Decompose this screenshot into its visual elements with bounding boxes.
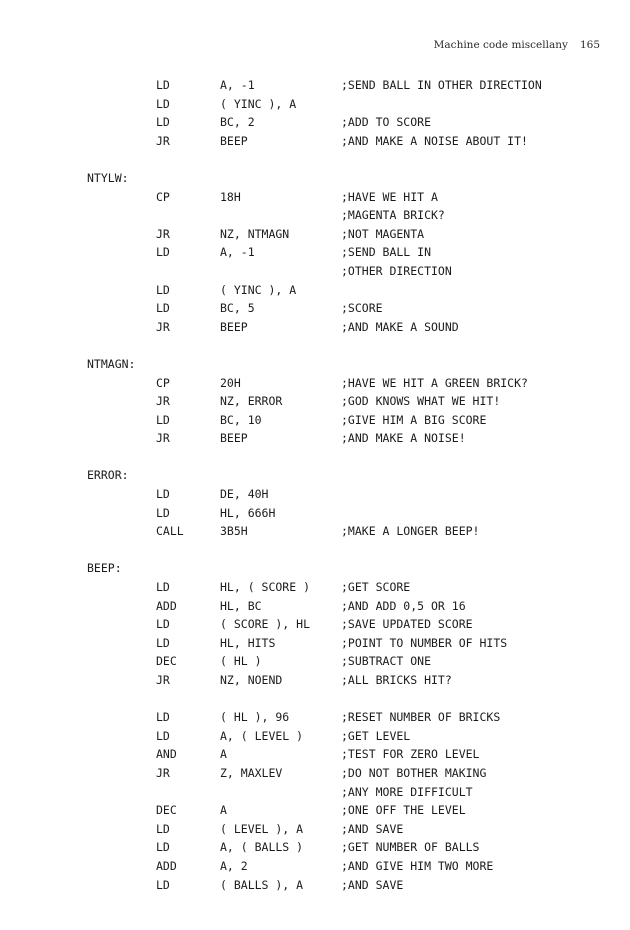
running-header — [0, 39, 600, 51]
blank-line — [0, 692, 630, 711]
code-line — [0, 580, 630, 599]
code-opcode: LD — [156, 115, 170, 130]
blank-line — [0, 450, 630, 469]
code-opcode: JR — [156, 765, 170, 780]
code-comment: ;SUBTRACT ONE — [341, 654, 432, 669]
code-label: BEEP: — [87, 561, 122, 576]
code-comment: ;SCORE — [341, 301, 383, 316]
code-operand: ( HL ), 96 — [220, 710, 290, 725]
code-line — [0, 654, 630, 673]
code-comment: ;MAGENTA BRICK? — [341, 208, 445, 223]
code-opcode: JR — [156, 673, 170, 687]
code-operand: A, ( BALLS ) — [220, 840, 304, 855]
code-opcode: LD — [156, 96, 170, 111]
code-line — [0, 208, 630, 227]
code-operand: A, -1 — [220, 245, 255, 260]
code-operand: A, -1 — [220, 78, 255, 92]
code-comment: ;GIVE HIM A BIG SCORE — [341, 412, 487, 427]
code-opcode: LD — [156, 635, 170, 650]
code-opcode: LD — [156, 877, 170, 892]
code-line — [0, 97, 630, 116]
code-line — [0, 636, 630, 655]
code-line — [0, 357, 630, 376]
code-opcode: LD — [156, 78, 170, 92]
code-operand: NZ, NOEND — [220, 673, 283, 687]
code-opcode: LD — [156, 840, 170, 855]
code-operand: ( HL ) — [220, 654, 262, 669]
blank-line — [0, 338, 630, 357]
code-comment: ;OTHER DIRECTION — [341, 263, 452, 278]
code-operand: Z, MAXLEV — [220, 765, 283, 780]
code-label: NTYLW: — [87, 170, 129, 185]
code-comment: ;DO NOT BOTHER MAKING — [341, 765, 487, 780]
running-header-title: Machine code miscellany — [433, 39, 568, 51]
code-operand: HL, ( SCORE ) — [220, 580, 311, 595]
code-line — [0, 785, 630, 804]
code-line — [0, 171, 630, 190]
code-operand: BEEP — [220, 431, 248, 446]
code-line — [0, 710, 630, 729]
code-comment: ;ADD TO SCORE — [341, 115, 432, 130]
code-comment: ;AND SAVE — [341, 877, 404, 892]
code-opcode: DEC — [156, 803, 177, 818]
code-line — [0, 301, 630, 320]
code-operand: ( YINC ), A — [220, 96, 297, 111]
code-comment: ;SEND BALL IN — [341, 245, 432, 260]
code-comment: ;AND SAVE — [341, 821, 404, 836]
code-opcode: ADD — [156, 598, 177, 613]
code-line — [0, 487, 630, 506]
code-opcode: CP — [156, 375, 170, 390]
code-operand: ( LEVEL ), A — [220, 821, 304, 836]
code-comment: ;RESET NUMBER OF BRICKS — [341, 710, 501, 725]
code-line — [0, 283, 630, 302]
code-opcode: JR — [156, 133, 170, 148]
code-comment: ;AND ADD 0,5 OR 16 — [341, 598, 466, 613]
code-operand: A — [220, 747, 227, 762]
code-line — [0, 376, 630, 395]
code-operand: BC, 10 — [220, 412, 262, 427]
code-comment: ;ONE OFF THE LEVEL — [341, 803, 466, 818]
code-operand: A, 2 — [220, 858, 248, 873]
code-operand: NZ, NTMAGN — [220, 226, 290, 241]
code-comment: ;SAVE UPDATED SCORE — [341, 617, 473, 632]
code-opcode: LD — [156, 710, 170, 725]
code-line — [0, 524, 630, 543]
code-opcode: CALL — [156, 524, 184, 539]
code-line — [0, 431, 630, 450]
code-comment: ;GOD KNOWS WHAT WE HIT! — [341, 394, 501, 409]
code-opcode: LD — [156, 301, 170, 316]
code-comment: ;TEST FOR ZERO LEVEL — [341, 747, 480, 762]
code-operand: BEEP — [220, 133, 248, 148]
code-opcode: LD — [156, 245, 170, 260]
code-opcode: LD — [156, 617, 170, 632]
code-opcode: LD — [156, 821, 170, 836]
code-opcode: LD — [156, 487, 170, 502]
code-line — [0, 115, 630, 134]
blank-line — [0, 152, 630, 171]
code-line — [0, 413, 630, 432]
code-comment: ;HAVE WE HIT A — [341, 189, 438, 204]
code-opcode: LD — [156, 580, 170, 595]
code-comment: ;POINT TO NUMBER OF HITS — [341, 635, 508, 650]
code-operand: A, ( LEVEL ) — [220, 728, 304, 743]
code-line — [0, 561, 630, 580]
code-opcode: LD — [156, 282, 170, 297]
code-line — [0, 394, 630, 413]
code-operand: ( YINC ), A — [220, 282, 297, 297]
code-line — [0, 878, 630, 897]
code-line — [0, 227, 630, 246]
code-operand: A — [220, 803, 227, 818]
code-opcode: LD — [156, 412, 170, 427]
code-line — [0, 134, 630, 153]
code-opcode: LD — [156, 505, 170, 520]
code-line — [0, 506, 630, 525]
code-line — [0, 617, 630, 636]
code-opcode: CP — [156, 189, 170, 204]
code-comment: ;GET LEVEL — [341, 728, 411, 743]
blank-line — [0, 543, 630, 562]
code-comment: ;SEND BALL IN OTHER DIRECTION — [341, 78, 542, 92]
code-comment: ;ALL BRICKS HIT? — [341, 673, 452, 687]
code-operand: 18H — [220, 189, 241, 204]
code-operand: 3B5H — [220, 524, 248, 539]
code-opcode: JR — [156, 226, 170, 241]
code-comment: ;AND MAKE A NOISE! — [341, 431, 466, 446]
code-line — [0, 599, 630, 618]
code-operand: NZ, ERROR — [220, 394, 283, 409]
code-opcode: DEC — [156, 654, 177, 669]
code-line — [0, 320, 630, 339]
code-opcode: LD — [156, 728, 170, 743]
code-operand: 20H — [220, 375, 241, 390]
code-operand: HL, BC — [220, 598, 262, 613]
code-operand: ( BALLS ), A — [220, 877, 304, 892]
code-comment: ;MAKE A LONGER BEEP! — [341, 524, 480, 539]
code-opcode: JR — [156, 319, 170, 334]
code-label: ERROR: — [87, 468, 129, 483]
code-line — [0, 840, 630, 859]
code-line — [0, 747, 630, 766]
code-operand: BC, 2 — [220, 115, 255, 130]
code-opcode: AND — [156, 747, 177, 762]
code-operand: BEEP — [220, 319, 248, 334]
code-line — [0, 803, 630, 822]
code-operand: HL, 666H — [220, 505, 276, 520]
code-line — [0, 245, 630, 264]
code-comment: ;GET SCORE — [341, 580, 411, 595]
code-line — [0, 766, 630, 785]
code-label: NTMAGN: — [87, 356, 136, 371]
code-comment: ;AND GIVE HIM TWO MORE — [341, 858, 494, 873]
code-line — [0, 822, 630, 841]
code-comment: ;GET NUMBER OF BALLS — [341, 840, 480, 855]
code-line — [0, 468, 630, 487]
code-line — [0, 78, 630, 97]
code-opcode: JR — [156, 431, 170, 446]
assembly-listing — [0, 78, 630, 896]
code-comment: ;AND MAKE A NOISE ABOUT IT! — [341, 133, 528, 148]
code-line — [0, 190, 630, 209]
code-line — [0, 729, 630, 748]
code-operand: DE, 40H — [220, 487, 269, 502]
code-comment: ;HAVE WE HIT A GREEN BRICK? — [341, 375, 528, 390]
page-number: 165 — [579, 39, 600, 51]
code-line — [0, 859, 630, 878]
code-opcode: ADD — [156, 858, 177, 873]
code-operand: ( SCORE ), HL — [220, 617, 311, 632]
code-comment: ;ANY MORE DIFFICULT — [341, 784, 473, 799]
code-operand: BC, 5 — [220, 301, 255, 316]
code-line — [0, 673, 630, 692]
code-comment: ;AND MAKE A SOUND — [341, 319, 459, 334]
code-line — [0, 264, 630, 283]
code-comment: ;NOT MAGENTA — [341, 226, 425, 241]
code-operand: HL, HITS — [220, 635, 276, 650]
code-opcode: JR — [156, 394, 170, 409]
